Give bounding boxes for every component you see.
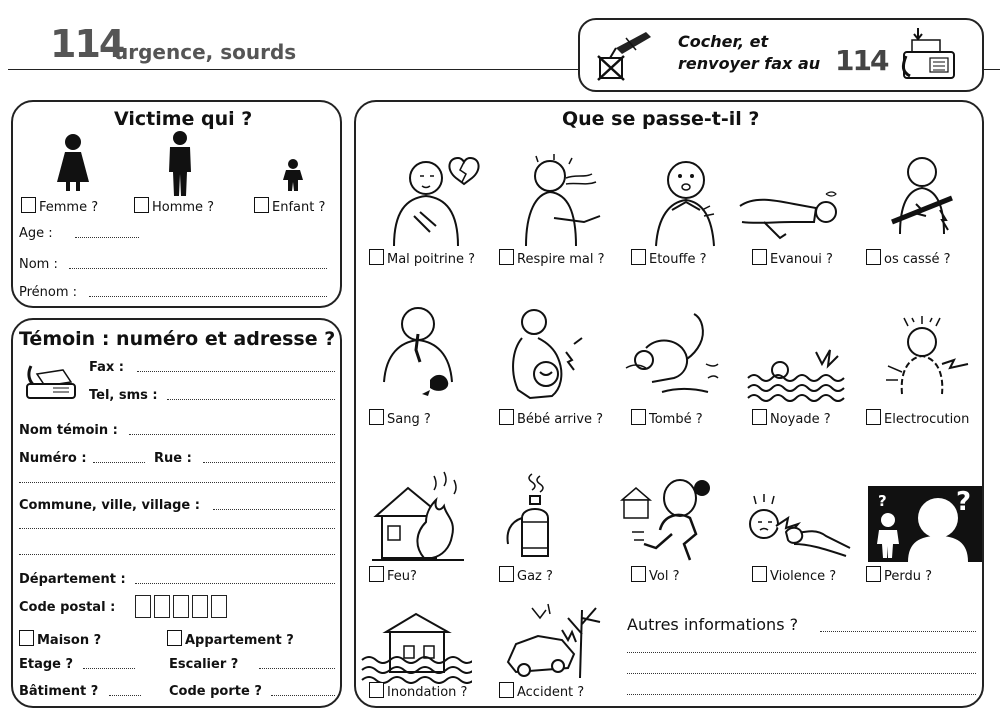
- fire-icon: [372, 466, 466, 562]
- town-field-line-3[interactable]: [19, 554, 335, 555]
- event-broken-bone[interactable]: [866, 249, 951, 267]
- drowning-label: Noyade ?: [770, 412, 831, 427]
- child-silhouette-icon: [281, 158, 305, 192]
- fainted-icon: [734, 178, 846, 246]
- other-info-line-3[interactable]: [627, 673, 976, 674]
- fall-checkbox[interactable]: [631, 409, 646, 425]
- age-label: Age :: [19, 226, 53, 241]
- electrocution-icon: [878, 316, 974, 406]
- violence-checkbox[interactable]: [752, 566, 767, 582]
- event-flood[interactable]: [369, 682, 467, 700]
- street-field-line-2[interactable]: [19, 482, 335, 483]
- other-info-field[interactable]: [820, 631, 976, 632]
- logo-number: 114: [50, 22, 124, 66]
- instruction-line-1: Cocher, et: [678, 32, 769, 51]
- other-info-line-2[interactable]: [627, 652, 976, 653]
- bleeding-checkbox[interactable]: [369, 409, 384, 425]
- theft-checkbox[interactable]: [631, 566, 646, 582]
- bleeding-label: Sang ?: [387, 412, 431, 427]
- breathing-label: Respire mal ?: [517, 252, 605, 267]
- postcode-box[interactable]: [135, 595, 151, 618]
- postcode-box[interactable]: [173, 595, 189, 618]
- tel-field[interactable]: [167, 399, 335, 400]
- fainted-label: Evanoui ?: [770, 252, 833, 267]
- gas-checkbox[interactable]: [499, 566, 514, 582]
- car-accident-label: Accident ?: [517, 685, 585, 700]
- name-field[interactable]: [69, 268, 327, 269]
- fall-icon: [622, 308, 722, 400]
- house-option[interactable]: [19, 630, 101, 648]
- witness-name-label: Nom témoin :: [19, 423, 118, 438]
- choking-icon: [642, 154, 732, 248]
- baby-coming-label: Bébé arrive ?: [517, 412, 604, 427]
- town-label: Commune, ville, village :: [19, 498, 200, 513]
- building-field[interactable]: [109, 695, 141, 696]
- choking-label: Etouffe ?: [649, 252, 707, 267]
- event-violence[interactable]: [752, 566, 836, 584]
- broken-bone-icon: [886, 154, 958, 248]
- woman-silhouette-icon: [55, 132, 91, 192]
- instruction-line-2: renvoyer fax au: [678, 54, 821, 73]
- broken-bone-label: os cassé ?: [884, 252, 951, 267]
- victim-child-option[interactable]: [254, 197, 325, 215]
- postcode-box[interactable]: [154, 595, 170, 618]
- witness-title: Témoin : numéro et adresse ?: [19, 328, 336, 350]
- flood-checkbox[interactable]: [369, 682, 384, 698]
- postcode-box[interactable]: [211, 595, 227, 618]
- event-chest-pain[interactable]: [369, 249, 475, 267]
- town-field-line-2[interactable]: [19, 528, 335, 529]
- other-info-label: Autres informations ?: [627, 615, 799, 634]
- age-field[interactable]: [75, 237, 139, 238]
- postcode-boxes[interactable]: [135, 595, 230, 618]
- event-baby-coming[interactable]: [499, 409, 603, 427]
- victim-title: Victime qui ?: [114, 108, 253, 130]
- event-drowning[interactable]: [752, 409, 831, 427]
- victim-man-option[interactable]: [134, 197, 214, 215]
- electrocution-label: Electrocution: [884, 412, 970, 427]
- events-panel: [354, 100, 984, 708]
- drowning-icon: [746, 346, 850, 402]
- event-fainted[interactable]: [752, 249, 833, 267]
- postcode-label: Code postal :: [19, 600, 116, 615]
- car-accident-icon: [502, 600, 606, 680]
- header-rule-right: [984, 69, 1000, 70]
- bleeding-icon: [378, 302, 462, 406]
- broken-bone-checkbox[interactable]: [866, 249, 881, 265]
- chest-pain-checkbox[interactable]: [369, 249, 384, 265]
- stairs-label: Escalier ?: [169, 657, 239, 672]
- header-rule-left: [8, 69, 578, 70]
- gas-bottle-icon: [502, 472, 566, 562]
- stairs-field[interactable]: [259, 668, 335, 669]
- department-label: Département :: [19, 572, 126, 587]
- woman-label: Femme ?: [39, 200, 99, 215]
- theft-icon: [620, 474, 720, 564]
- man-label: Homme ?: [152, 200, 215, 215]
- child-checkbox[interactable]: [254, 197, 269, 213]
- theft-label: Vol ?: [649, 569, 680, 584]
- event-gas[interactable]: [499, 566, 553, 584]
- number-label: Numéro :: [19, 451, 87, 466]
- event-bleeding[interactable]: [369, 409, 431, 427]
- flood-label: Inondation ?: [387, 685, 468, 700]
- breathing-difficulty-icon: [514, 152, 614, 248]
- fall-label: Tombé ?: [649, 412, 703, 427]
- fire-checkbox[interactable]: [369, 566, 384, 582]
- event-fall[interactable]: [631, 409, 703, 427]
- svg-text:?: ?: [956, 487, 972, 517]
- victim-woman-option[interactable]: [21, 197, 98, 215]
- fax-icon: [23, 364, 79, 402]
- floor-label: Etage ?: [19, 657, 74, 672]
- svg-text:?: ?: [878, 492, 887, 510]
- car-accident-checkbox[interactable]: [499, 682, 514, 698]
- man-silhouette-icon: [165, 130, 195, 198]
- town-field[interactable]: [213, 509, 335, 510]
- lost-label: Perdu ?: [884, 569, 933, 584]
- event-choking[interactable]: [631, 249, 707, 267]
- firstname-label: Prénom :: [19, 285, 78, 300]
- firstname-field[interactable]: [89, 296, 327, 297]
- street-label: Rue :: [154, 451, 192, 466]
- doorcode-field[interactable]: [271, 695, 335, 696]
- victim-panel: [11, 100, 342, 308]
- lost-icon: [868, 486, 982, 562]
- events-title: Que se passe-t-il ?: [562, 108, 760, 130]
- apartment-option[interactable]: [167, 630, 294, 648]
- number-field[interactable]: [93, 462, 145, 463]
- instruction-number: 114: [835, 44, 888, 77]
- chest-pain-label: Mal poitrine ?: [387, 252, 476, 267]
- event-car-accident[interactable]: [499, 682, 584, 700]
- fax-machine-icon: [900, 26, 960, 86]
- gas-label: Gaz ?: [517, 569, 553, 584]
- event-lost[interactable]: [866, 566, 932, 584]
- lost-checkbox[interactable]: [866, 566, 881, 582]
- postcode-box[interactable]: [192, 595, 208, 618]
- other-info-line-4[interactable]: [627, 694, 976, 695]
- flood-icon: [360, 612, 472, 684]
- baby-coming-icon: [504, 302, 590, 406]
- department-field[interactable]: [135, 583, 335, 584]
- tel-label: Tel, sms :: [89, 388, 158, 403]
- woman-checkbox[interactable]: [21, 197, 36, 213]
- child-label: Enfant ?: [272, 200, 326, 215]
- street-field[interactable]: [203, 462, 335, 463]
- witness-panel: [11, 318, 342, 708]
- building-label: Bâtiment ?: [19, 684, 99, 699]
- instruction-box: [578, 18, 984, 92]
- breathing-checkbox[interactable]: [499, 249, 514, 265]
- electrocution-checkbox[interactable]: [866, 409, 881, 425]
- name-label: Nom :: [19, 257, 58, 272]
- man-checkbox[interactable]: [134, 197, 149, 213]
- pen-checkbox-icon: [596, 28, 656, 84]
- logo-text: urgence, sourds: [114, 40, 297, 64]
- violence-label: Violence ?: [770, 569, 837, 584]
- baby-coming-checkbox[interactable]: [499, 409, 514, 425]
- event-theft[interactable]: [631, 566, 679, 584]
- house-label: Maison ?: [37, 633, 102, 648]
- violence-icon: [742, 492, 852, 562]
- apartment-checkbox[interactable]: [167, 630, 182, 646]
- fax-label: Fax :: [89, 360, 125, 375]
- doorcode-label: Code porte ?: [169, 684, 262, 699]
- fax-field[interactable]: [137, 371, 335, 372]
- drowning-checkbox[interactable]: [752, 409, 767, 425]
- fire-label: Feu?: [387, 569, 417, 584]
- event-electrocution[interactable]: [866, 409, 969, 427]
- fainted-checkbox[interactable]: [752, 249, 767, 265]
- chest-pain-icon: [386, 152, 490, 248]
- floor-field[interactable]: [83, 668, 135, 669]
- apartment-label: Appartement ?: [185, 633, 294, 648]
- event-breathing[interactable]: [499, 249, 605, 267]
- witness-name-field[interactable]: [129, 434, 335, 435]
- event-fire[interactable]: [369, 566, 417, 584]
- house-checkbox[interactable]: [19, 630, 34, 646]
- choking-checkbox[interactable]: [631, 249, 646, 265]
